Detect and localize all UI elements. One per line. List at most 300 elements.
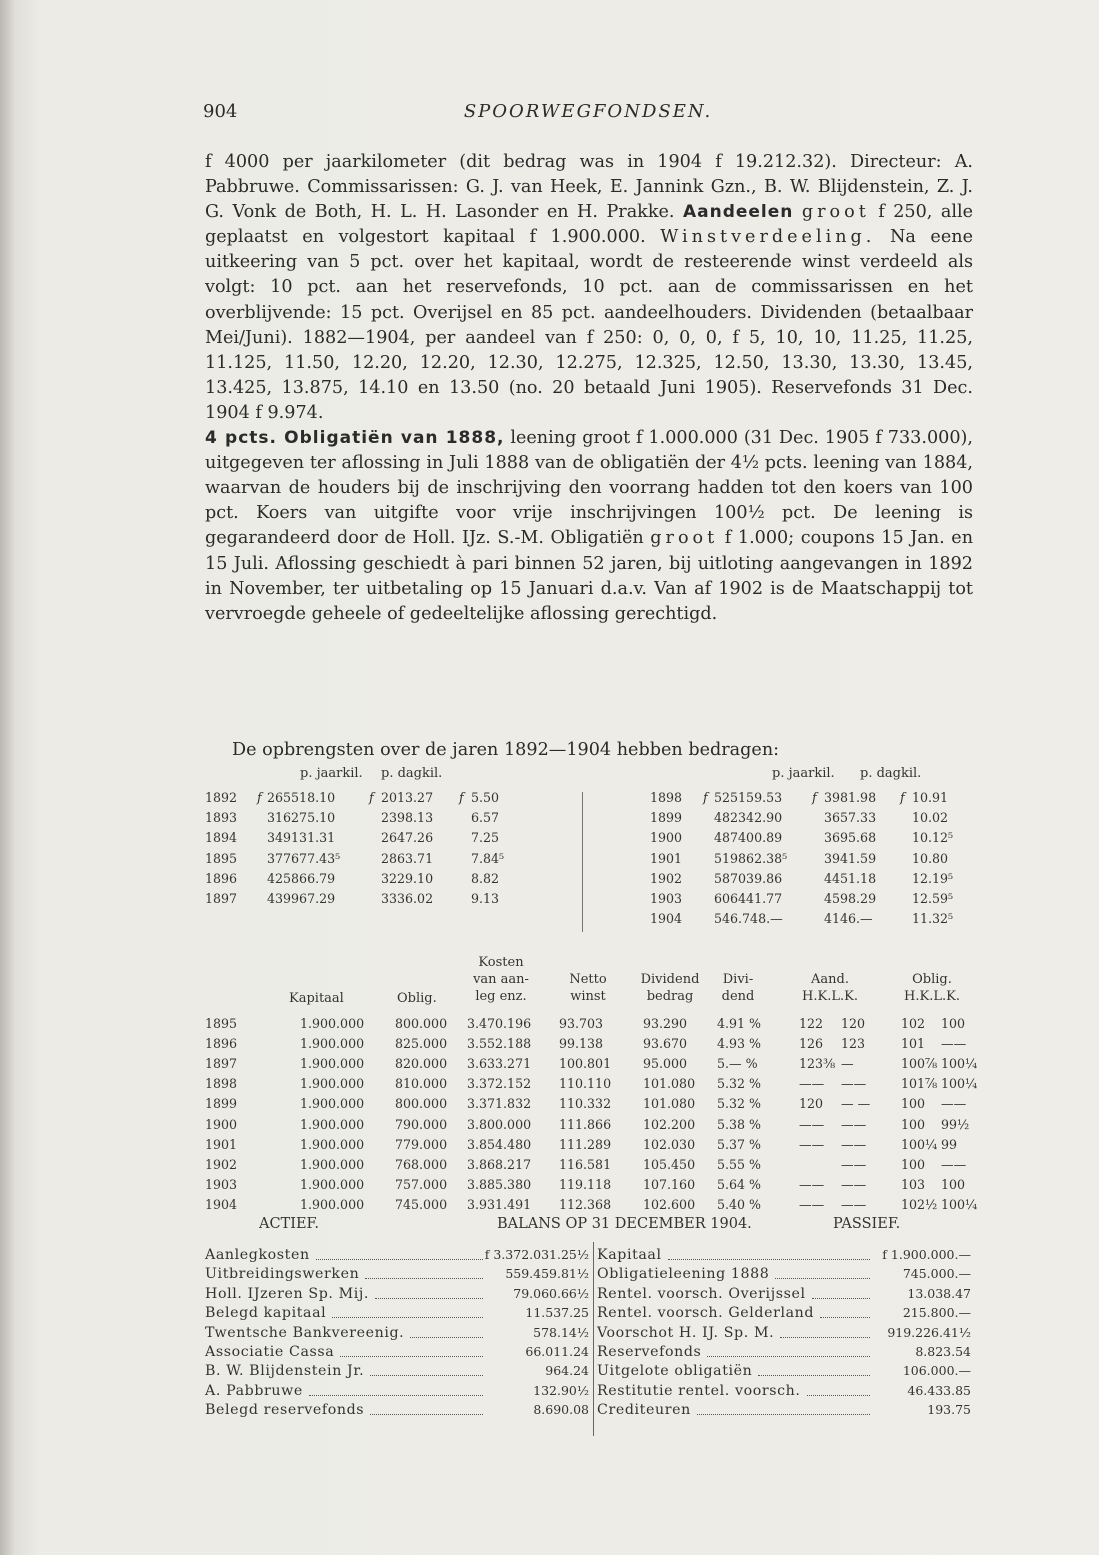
leader-dots bbox=[375, 1298, 483, 1299]
oblig-cell: 779.000 bbox=[395, 1136, 448, 1152]
results-table bbox=[205, 952, 978, 1214]
oblig-high-cell: 101⅞ bbox=[901, 1076, 938, 1092]
jaarkil-cell: 519862.38⁵ bbox=[714, 850, 788, 866]
kapitaal-cell: 1.900.000 bbox=[300, 1136, 365, 1152]
passief-value: 745.000.— bbox=[902, 1266, 971, 1282]
year-cell: 1893 bbox=[205, 810, 238, 826]
heading-aandeelen: Aandeelen bbox=[682, 202, 794, 223]
kapitaal-cell: 1.900.000 bbox=[300, 1116, 365, 1132]
jaarkil-cell: 265518.10 bbox=[267, 790, 336, 805]
actief-value: 66.011.24 bbox=[525, 1344, 589, 1359]
aand-high-cell: 120 bbox=[799, 1096, 824, 1112]
aand-high-cell: 126 bbox=[799, 1036, 824, 1052]
passief-label: Crediteuren bbox=[597, 1402, 691, 1419]
aand-high-cell: —— bbox=[799, 1136, 825, 1152]
percentage-cell: 4.93 % bbox=[717, 1036, 762, 1052]
year-cell: 1900 bbox=[650, 830, 683, 846]
header-oblig-koers-line2: H.K.L.K. bbox=[904, 989, 960, 1004]
kosten-cell: 3.470.196 bbox=[467, 1016, 532, 1031]
year-cell: 1902 bbox=[650, 870, 683, 886]
netto-cell: 111.289 bbox=[559, 1136, 612, 1152]
oblig-cell: 800.000 bbox=[395, 1016, 448, 1031]
passief-value: 46.433.85 bbox=[907, 1382, 971, 1398]
aand-high-cell: —— bbox=[799, 1116, 825, 1132]
heading-obligatien: 4 pcts. Obligatiën van 1888, bbox=[205, 428, 505, 449]
oblig-high-cell: 100 bbox=[901, 1096, 926, 1112]
table-row bbox=[205, 1036, 975, 1056]
header-dividend bbox=[629, 971, 711, 1005]
aand-low-cell: — bbox=[841, 1056, 854, 1072]
kosten-cell: 3.868.217 bbox=[467, 1156, 532, 1172]
year-cell: 1899 bbox=[650, 810, 683, 826]
percentage-cell: 4.91 % bbox=[717, 1016, 762, 1031]
passief-row bbox=[597, 1344, 975, 1363]
jaarkil-cell: 546.748.— bbox=[714, 911, 783, 927]
revenue-row bbox=[600, 871, 975, 891]
extra-cell: 8.82 bbox=[471, 870, 500, 886]
percentage-cell: 5.64 % bbox=[717, 1176, 762, 1192]
year-cell: 1902 bbox=[205, 1156, 238, 1172]
dagkil-cell: 2013.27 bbox=[381, 790, 434, 805]
table-row bbox=[205, 1177, 975, 1197]
actief-value: 964.24 bbox=[545, 1363, 589, 1379]
header-oblig-koers bbox=[889, 971, 975, 1005]
aand-high-cell: 122 bbox=[799, 1016, 824, 1031]
percentage-cell: 5.55 % bbox=[717, 1156, 762, 1172]
passief-row bbox=[597, 1247, 975, 1266]
revenue-row bbox=[205, 830, 535, 850]
actief-row bbox=[205, 1266, 593, 1285]
page-number: 904 bbox=[203, 101, 238, 122]
aand-low-cell: —— bbox=[841, 1176, 867, 1192]
passief-value: 193.75 bbox=[927, 1402, 971, 1418]
leader-dots bbox=[370, 1375, 483, 1376]
header-dividend-line1: Dividend bbox=[640, 972, 700, 987]
dividend-cell: 95.000 bbox=[643, 1056, 688, 1072]
leader-dots bbox=[370, 1414, 483, 1415]
balance-divider bbox=[593, 1242, 594, 1436]
year-cell: 1901 bbox=[650, 850, 683, 866]
text-bonds-a: leening groot f 1.000.000 (31 Dec. 1905 f 733.000), uitgegeven ter aflossing in Juli 1888 van de obligatiën der 4½ pcts. leening van 1884, waarvan de houders bij de inschrijving den voorrang hadden tot den koers van 100 pct. Koers van uitgifte voor vrije inschrijvingen 100½ pct. De leening is gegarandeerd door de Holl. IJz. S.-M. Obligatiën bbox=[205, 428, 973, 549]
passief-value: 8.823.54 bbox=[915, 1344, 971, 1359]
actief-title: ACTIEF. bbox=[259, 1216, 319, 1232]
dividend-cell: 105.450 bbox=[643, 1156, 696, 1172]
extra-cell: 7.25 bbox=[471, 830, 500, 846]
currency-mark: f bbox=[900, 790, 905, 805]
year-cell: 1901 bbox=[205, 1136, 238, 1152]
heading-winstverdeeling: Winstverdeeling. bbox=[660, 227, 876, 248]
actief-label: Uitbreidingswerken bbox=[205, 1266, 360, 1283]
paragraph-bonds bbox=[205, 426, 973, 627]
year-cell: 1895 bbox=[205, 850, 238, 866]
oblig-high-cell: 101 bbox=[901, 1036, 926, 1052]
leader-dots bbox=[410, 1337, 483, 1338]
year-cell: 1896 bbox=[205, 1036, 238, 1052]
extra-cell: 10.12⁵ bbox=[912, 830, 954, 846]
kosten-cell: 3.633.271 bbox=[467, 1056, 532, 1072]
dagkil-cell: 3336.02 bbox=[381, 891, 434, 906]
oblig-low-cell: 100¼ bbox=[941, 1056, 978, 1072]
page-header bbox=[203, 101, 973, 129]
percentage-cell: 5.37 % bbox=[717, 1136, 762, 1152]
year-cell: 1899 bbox=[205, 1096, 238, 1112]
percentage-cell: 5.32 % bbox=[717, 1096, 762, 1112]
dividend-cell: 102.030 bbox=[643, 1136, 696, 1152]
year-cell: 1903 bbox=[205, 1176, 238, 1192]
text-groot: groot bbox=[801, 202, 870, 223]
leader-dots bbox=[812, 1298, 870, 1299]
leader-dots bbox=[332, 1317, 483, 1318]
actief-row bbox=[205, 1402, 593, 1421]
leader-dots bbox=[697, 1414, 870, 1415]
year-cell: 1897 bbox=[205, 891, 238, 906]
revenue-row bbox=[600, 851, 975, 871]
aand-high-cell: —— bbox=[799, 1076, 825, 1092]
passief-label: Restitutie rentel. voorsch. bbox=[597, 1382, 801, 1399]
netto-cell: 99.138 bbox=[559, 1036, 604, 1052]
jaarkil-cell: 482342.90 bbox=[714, 810, 783, 826]
table-row bbox=[205, 1157, 975, 1177]
revenue-row bbox=[600, 891, 975, 911]
passief-row bbox=[597, 1286, 975, 1305]
passief-label: Rentel. voorsch. Overijssel bbox=[597, 1285, 806, 1302]
actief-label: B. W. Blijdenstein Jr. bbox=[205, 1363, 365, 1380]
dagkil-cell: 4598.29 bbox=[824, 891, 877, 906]
passief-value: 215.800.— bbox=[902, 1305, 971, 1321]
table-row bbox=[205, 1117, 975, 1137]
dividend-cell: 101.080 bbox=[643, 1076, 696, 1092]
aand-low-cell: — — bbox=[841, 1096, 871, 1112]
jaarkil-cell: 587039.86 bbox=[714, 870, 783, 886]
year-cell: 1904 bbox=[205, 1196, 238, 1212]
currency-mark: f bbox=[369, 790, 374, 805]
revenue-row bbox=[205, 891, 535, 911]
oblig-low-cell: 100¼ bbox=[941, 1196, 978, 1212]
body-text bbox=[205, 150, 973, 627]
oblig-high-cell: 100 bbox=[901, 1116, 926, 1132]
table-row bbox=[205, 1076, 978, 1096]
passief-row bbox=[597, 1402, 975, 1421]
oblig-low-cell: —— bbox=[941, 1156, 967, 1172]
text-profit-distribution: Na eene uitkeering van 5 pct. over het kapitaal, wordt de resteerende winst verdeeld als volgt: 10 pct. aan het reservefonds, 10 pct. aan de commissarissen en het overblijvende: 15 pct. Overijsel en 85 pct. aandeelhouders. Dividenden (betaalbaar Mei/Juni). 1882—1904, per aandeel van f 250: 0, 0, 0, f 5, 10, 10, 11.25, 11.25, 11.125, 11.50, 12.20, 12.20, 12.30, 12.275, 12.325, 12.50, 13.30, 13.30, 13.45, 13.425, 13.875, 14.10 en 13.50 (no. 20 betaald Juni 1905). Reservefonds 31 Dec. 1904 f 9.974. bbox=[205, 227, 973, 423]
passief-value: 919.226.41½ bbox=[887, 1324, 971, 1340]
year-cell: 1903 bbox=[650, 891, 683, 906]
passief-row bbox=[597, 1383, 975, 1402]
dividend-cell: 93.670 bbox=[643, 1036, 688, 1052]
header-aand-line2: H.K.L.K. bbox=[802, 989, 858, 1004]
oblig-high-cell: 100 bbox=[901, 1156, 926, 1172]
actief-row bbox=[205, 1247, 593, 1266]
actief-value: 559.459.81½ bbox=[505, 1266, 589, 1282]
dagkil-cell: 3229.10 bbox=[381, 870, 434, 886]
dividend-cell: 102.600 bbox=[643, 1196, 696, 1212]
table-row bbox=[205, 1137, 975, 1157]
passief-row bbox=[597, 1305, 975, 1324]
oblig-high-cell: 102½ bbox=[901, 1196, 938, 1212]
jaarkil-cell: 316275.10 bbox=[267, 810, 336, 826]
netto-cell: 93.703 bbox=[559, 1016, 604, 1031]
currency-mark: f bbox=[459, 790, 464, 805]
revenue-table-left bbox=[205, 766, 535, 936]
kosten-cell: 3.371.832 bbox=[467, 1096, 532, 1112]
actief-value: 132.90½ bbox=[533, 1382, 589, 1398]
extra-cell: 10.80 bbox=[912, 850, 949, 866]
extra-cell: 10.91 bbox=[912, 790, 949, 805]
header-aand bbox=[785, 971, 875, 1005]
percentage-cell: 5.38 % bbox=[717, 1116, 762, 1132]
actief-label: A. Pabbruwe bbox=[205, 1382, 303, 1399]
actief-value: 79.060.66½ bbox=[513, 1285, 589, 1301]
netto-cell: 116.581 bbox=[559, 1156, 612, 1172]
actief-label: Holl. IJzeren Sp. Mij. bbox=[205, 1285, 369, 1302]
aand-low-cell: 123 bbox=[841, 1036, 866, 1052]
text-shares: f 250, alle geplaatst en volgestort kapitaal f 1.900.000. bbox=[205, 202, 973, 248]
year-cell: 1898 bbox=[205, 1076, 238, 1092]
passief-label: Kapitaal bbox=[597, 1247, 662, 1263]
header-dividend-line2: bedrag bbox=[646, 989, 694, 1004]
year-cell: 1900 bbox=[205, 1116, 238, 1132]
currency-mark: f bbox=[812, 790, 817, 805]
dagkil-cell: 3695.68 bbox=[824, 830, 877, 846]
leader-dots bbox=[807, 1395, 870, 1396]
kapitaal-cell: 1.900.000 bbox=[300, 1016, 365, 1031]
year-cell: 1897 bbox=[205, 1056, 238, 1072]
jaarkil-cell: 487400.89 bbox=[714, 830, 783, 846]
revenue-row bbox=[205, 851, 535, 871]
actief-row bbox=[205, 1383, 593, 1402]
netto-cell: 110.110 bbox=[559, 1076, 612, 1092]
dagkil-cell: 3981.98 bbox=[824, 790, 877, 805]
actief-row bbox=[205, 1286, 593, 1305]
oblig-cell: 757.000 bbox=[395, 1176, 448, 1192]
dividend-cell: 102.200 bbox=[643, 1116, 696, 1132]
header-kosten-line1: Kosten bbox=[478, 955, 524, 970]
oblig-cell: 745.000 bbox=[395, 1196, 448, 1212]
jaarkil-cell: 425866.79 bbox=[267, 870, 336, 886]
header-oblig-koers-line1: Oblig. bbox=[912, 972, 952, 987]
passief-label: Uitgelote obligatiën bbox=[597, 1363, 753, 1380]
passief-label: Rentel. voorsch. Gelderland bbox=[597, 1305, 815, 1322]
aand-high-cell: 123⅜ bbox=[799, 1056, 836, 1072]
oblig-high-cell: 103 bbox=[901, 1176, 926, 1192]
header-kosten-line2: van aan- bbox=[473, 972, 529, 987]
actief-label: Associatie Cassa bbox=[205, 1344, 335, 1360]
oblig-cell: 790.000 bbox=[395, 1116, 448, 1132]
kosten-cell: 3.885.380 bbox=[467, 1176, 532, 1192]
aand-high-cell: —— bbox=[799, 1176, 825, 1192]
percentage-cell: 5.40 % bbox=[717, 1196, 762, 1212]
oblig-low-cell: 99 bbox=[941, 1136, 958, 1152]
revenue-row bbox=[600, 830, 975, 850]
kapitaal-cell: 1.900.000 bbox=[300, 1156, 365, 1172]
revenue-row bbox=[600, 810, 975, 830]
oblig-cell: 800.000 bbox=[395, 1096, 448, 1112]
actief-value: 578.14½ bbox=[533, 1324, 589, 1340]
header-netto bbox=[553, 971, 623, 1005]
extra-cell: 9.13 bbox=[471, 891, 500, 906]
passief-label: Reservefonds bbox=[597, 1344, 702, 1360]
passief-value: f 1.900.000.— bbox=[882, 1247, 971, 1262]
actief-row bbox=[205, 1344, 593, 1363]
oblig-cell: 820.000 bbox=[395, 1056, 448, 1072]
dagkil-cell: 2398.13 bbox=[381, 810, 434, 826]
header-netto-line1: Netto bbox=[569, 972, 607, 987]
leader-dots bbox=[775, 1278, 870, 1279]
text-groot-2: groot bbox=[650, 528, 719, 549]
header-aand-line1: Aand. bbox=[811, 972, 849, 987]
text-directors: f 4000 per jaarkilometer (dit bedrag was in 1904 f 19.212.32). Directeur: A. Pabbruwe. Commissarissen: G. J. van Heek, E. Jannink Gzn., B. W. Blijdenstein, Z. J. G. Vonk de Both, H. L. H. Lasonder en H. Prakke. bbox=[205, 152, 973, 223]
extra-cell: 7.84⁵ bbox=[471, 850, 505, 866]
header-netto-line2: winst bbox=[570, 989, 606, 1004]
paragraph-company bbox=[205, 150, 973, 426]
header-oblig: Oblig. bbox=[397, 991, 437, 1006]
oblig-low-cell: —— bbox=[941, 1036, 967, 1052]
header-jaarkil-right: p. jaarkil. bbox=[772, 766, 835, 781]
header-dagkil-right: p. dagkil. bbox=[860, 766, 922, 781]
aand-low-cell: —— bbox=[841, 1076, 867, 1092]
passief-value: 13.038.47 bbox=[907, 1285, 971, 1301]
revenue-table-right bbox=[600, 766, 975, 936]
dagkil-cell: 4451.18 bbox=[824, 870, 877, 886]
aand-low-cell: —— bbox=[841, 1156, 867, 1172]
oblig-cell: 810.000 bbox=[395, 1076, 448, 1092]
currency-mark: f bbox=[703, 790, 708, 805]
year-cell: 1892 bbox=[205, 790, 238, 805]
kosten-cell: 3.931.491 bbox=[467, 1196, 532, 1212]
dagkil-cell: 3657.33 bbox=[824, 810, 877, 826]
kapitaal-cell: 1.900.000 bbox=[300, 1096, 365, 1112]
header-kosten bbox=[461, 954, 541, 1005]
header-divi-line1: Divi- bbox=[722, 972, 754, 987]
balans-title: BALANS OP 31 DECEMBER 1904. bbox=[497, 1216, 752, 1232]
extra-cell: 6.57 bbox=[471, 810, 500, 826]
dividend-cell: 107.160 bbox=[643, 1176, 696, 1192]
jaarkil-cell: 349131.31 bbox=[267, 830, 336, 846]
leader-dots bbox=[340, 1356, 483, 1357]
leader-dots bbox=[668, 1259, 870, 1260]
dagkil-cell: 4146.— bbox=[824, 911, 873, 927]
dagkil-cell: 2863.71 bbox=[381, 850, 434, 866]
leader-dots bbox=[820, 1317, 870, 1318]
oblig-low-cell: 100 bbox=[941, 1016, 966, 1031]
passief-row bbox=[597, 1266, 975, 1285]
kosten-cell: 3.372.152 bbox=[467, 1076, 532, 1092]
kosten-cell: 3.552.188 bbox=[467, 1036, 532, 1052]
leader-dots bbox=[758, 1375, 870, 1376]
passief-label: Obligatieleening 1888 bbox=[597, 1266, 770, 1283]
aand-low-cell: —— bbox=[841, 1116, 867, 1132]
header-dagkil: p. dagkil. bbox=[381, 766, 443, 781]
table-row bbox=[205, 1056, 978, 1076]
revenue-row bbox=[600, 790, 975, 810]
leader-dots bbox=[780, 1337, 870, 1338]
year-cell: 1896 bbox=[205, 870, 238, 886]
page-spine-shadow bbox=[0, 0, 14, 1555]
revenue-row bbox=[205, 790, 535, 810]
oblig-cell: 768.000 bbox=[395, 1156, 448, 1172]
dividend-cell: 93.290 bbox=[643, 1016, 688, 1031]
oblig-low-cell: —— bbox=[941, 1096, 967, 1112]
year-cell: 1895 bbox=[205, 1016, 238, 1031]
extra-cell: 10.02 bbox=[912, 810, 949, 826]
extra-cell: 12.19⁵ bbox=[912, 870, 954, 886]
currency-mark: f bbox=[257, 790, 262, 805]
table-row bbox=[205, 1016, 975, 1036]
aand-high-cell: —— bbox=[799, 1196, 825, 1212]
netto-cell: 112.368 bbox=[559, 1196, 612, 1212]
column-divider bbox=[582, 792, 583, 932]
actief-label: Aanlegkosten bbox=[205, 1247, 310, 1263]
kapitaal-cell: 1.900.000 bbox=[300, 1176, 365, 1192]
actief-value: 11.537.25 bbox=[525, 1305, 589, 1321]
table-row bbox=[205, 1096, 975, 1116]
leader-dots bbox=[309, 1395, 483, 1396]
jaarkil-cell: 439967.29 bbox=[267, 891, 336, 906]
percentage-cell: 5.— % bbox=[717, 1056, 758, 1072]
text-bonds-b: f 1.000; coupons 15 Jan. en 15 Juli. Aflossing geschiedt à pari binnen 52 jaren, bij uitloting aangevangen in 1892 in November, ter uitbetaling op 15 Januari d.a.v. Van af 1902 is de Maatschappij tot vervroegde geheele of gedeeltelijke aflossing gerechtigd. bbox=[205, 528, 974, 624]
actief-label: Belegd kapitaal bbox=[205, 1305, 327, 1322]
kapitaal-cell: 1.900.000 bbox=[300, 1056, 365, 1072]
header-divi bbox=[713, 971, 763, 1005]
oblig-cell: 825.000 bbox=[395, 1036, 448, 1052]
jaarkil-cell: 525159.53 bbox=[714, 790, 783, 805]
oblig-high-cell: 100¼ bbox=[901, 1136, 938, 1152]
year-cell: 1898 bbox=[650, 790, 683, 805]
actief-row bbox=[205, 1363, 593, 1382]
passief-title: PASSIEF. bbox=[833, 1216, 901, 1232]
oblig-low-cell: 100¼ bbox=[941, 1076, 978, 1092]
header-kapitaal: Kapitaal bbox=[289, 991, 344, 1006]
extra-cell: 11.32⁵ bbox=[912, 911, 954, 927]
oblig-low-cell: 99½ bbox=[941, 1116, 970, 1132]
leader-dots bbox=[316, 1259, 483, 1260]
balance-sheet bbox=[205, 1216, 975, 1448]
aand-low-cell: —— bbox=[841, 1196, 867, 1212]
year-cell: 1894 bbox=[205, 830, 238, 846]
dividend-cell: 101.080 bbox=[643, 1096, 696, 1112]
netto-cell: 119.118 bbox=[559, 1176, 612, 1192]
dagkil-cell: 2647.26 bbox=[381, 830, 434, 846]
header-divi-line2: dend bbox=[721, 989, 755, 1004]
revenue-row bbox=[600, 911, 975, 931]
table-row bbox=[205, 1196, 978, 1217]
dagkil-cell: 3941.59 bbox=[824, 850, 877, 866]
aand-low-cell: —— bbox=[841, 1136, 867, 1152]
header-jaarkil: p. jaarkil. bbox=[300, 766, 363, 781]
kapitaal-cell: 1.900.000 bbox=[300, 1036, 365, 1052]
passief-label: Voorschot H. IJ. Sp. M. bbox=[597, 1324, 775, 1341]
header-kosten-line3: leg enz. bbox=[475, 989, 527, 1004]
netto-cell: 100.801 bbox=[559, 1056, 612, 1072]
percentage-cell: 5.32 % bbox=[717, 1076, 762, 1092]
running-title: SPOORWEGFONDSEN. bbox=[463, 101, 713, 122]
actief-row bbox=[205, 1305, 593, 1324]
revenue-row bbox=[205, 810, 535, 830]
actief-value: f 3.372.031.25½ bbox=[484, 1247, 589, 1262]
passief-row bbox=[597, 1325, 975, 1344]
actief-label: Twentsche Bankvereenig. bbox=[205, 1324, 405, 1341]
balance-title-row bbox=[205, 1216, 975, 1238]
year-cell: 1904 bbox=[650, 911, 683, 927]
passief-value: 106.000.— bbox=[902, 1363, 971, 1379]
kosten-cell: 3.854.480 bbox=[467, 1136, 532, 1152]
kosten-cell: 3.800.000 bbox=[467, 1116, 532, 1132]
leader-dots bbox=[707, 1356, 870, 1357]
netto-cell: 110.332 bbox=[559, 1096, 612, 1112]
extra-cell: 5.50 bbox=[471, 790, 500, 805]
oblig-high-cell: 100⅞ bbox=[901, 1056, 938, 1072]
actief-value: 8.690.08 bbox=[533, 1402, 589, 1418]
